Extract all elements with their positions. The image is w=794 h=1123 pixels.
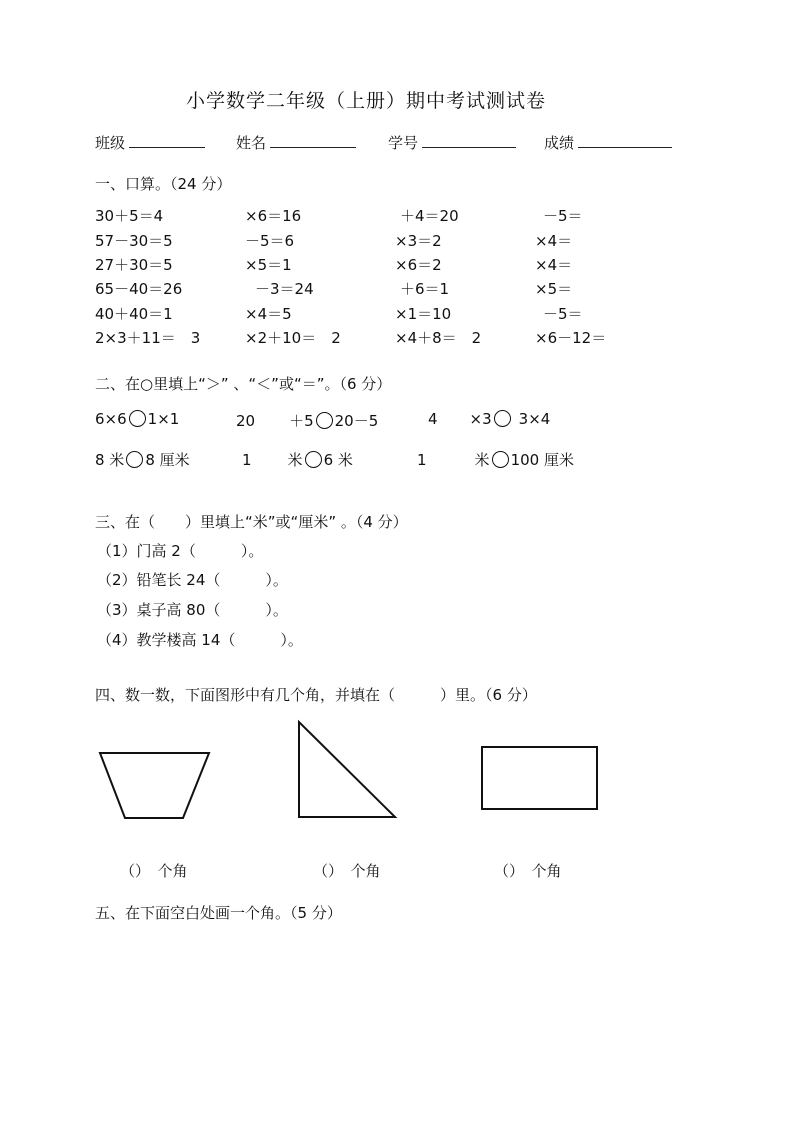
calc-r2-c4: ×4＝ <box>535 232 573 250</box>
calc-r5-c4: －5＝ <box>543 305 583 323</box>
class-label: 班级 <box>95 134 126 152</box>
calc-r3-c4: ×4＝ <box>535 256 573 274</box>
unit-item-1: （1）门高 2（ ）。 <box>97 542 264 560</box>
compare-5-left: 米 <box>287 451 303 469</box>
compare-4-right: 8 厘米 <box>145 451 190 469</box>
section-4-heading: 四、数一数，下面图形中有几个角，并填在（ ）里。（6 分） <box>95 686 537 704</box>
calc-r3-c3: ×6＝2 <box>395 256 442 274</box>
compare-6-right: 100 厘米 <box>510 451 574 469</box>
calc-r5-c2: ×4＝5 <box>245 305 292 323</box>
compare-2-num: 20 <box>236 412 256 430</box>
calc-r4-c3: ＋6＝1 <box>400 280 450 298</box>
compare-2-right: 20－5 <box>334 412 379 430</box>
compare-3-right: 3×4 <box>518 410 551 428</box>
calc-r6-c3: ×4＋8＝ 2 <box>395 329 482 347</box>
trapezoid-shape <box>100 753 209 818</box>
calc-r4-c2: －3＝24 <box>255 280 314 298</box>
calc-r3-c2: ×5＝1 <box>245 256 292 274</box>
angle-answer-2: （） 个角 <box>313 862 381 880</box>
compare-3-num: 4 <box>428 410 438 428</box>
calc-r2-c3: ×3＝2 <box>395 232 442 250</box>
compare-1-left: 6×6 <box>95 410 127 428</box>
number-label: 学号 <box>388 134 419 152</box>
angle-answer-1: （） 个角 <box>120 862 188 880</box>
calc-r2-c2: －5＝6 <box>245 232 295 250</box>
drawing-area[interactable] <box>95 930 695 1080</box>
calc-r6-c1: 2×3＋11＝ 3 <box>95 329 201 347</box>
page-title: 小学数学二年级（上册）期中考试测试卷 <box>186 90 547 112</box>
calc-r4-c1: 65－40＝26 <box>95 280 183 298</box>
angle-answer-3: （） 个角 <box>494 862 562 880</box>
compare-2-left: ＋5 <box>289 412 314 430</box>
section-2-heading: 二、在○里填上“＞” 、“＜”或“＝”。（6 分） <box>95 375 392 393</box>
compare-5-right: 6 米 <box>323 451 353 469</box>
section-1-heading: 一、口算。（24 分） <box>95 175 232 193</box>
compare-1-right: 1×1 <box>147 410 180 428</box>
calc-r6-c2: ×2＋10＝ 2 <box>245 329 341 347</box>
calc-r5-c1: 40＋40＝1 <box>95 305 173 323</box>
section-3-heading: 三、在（ ）里填上“米”或“厘米” 。（4 分） <box>95 513 408 531</box>
unit-item-3: （3）桌子高 80（ ）。 <box>97 601 288 619</box>
calc-r4-c4: ×5＝ <box>535 280 573 298</box>
calc-r5-c3: ×1＝10 <box>395 305 452 323</box>
compare-4-left: 8 米 <box>95 451 125 469</box>
compare-3-left: ×3 <box>469 410 492 428</box>
compare-6-left: 米 <box>474 451 490 469</box>
calc-r1-c2: ×6＝16 <box>245 207 302 225</box>
name-label: 姓名 <box>236 134 267 152</box>
unit-item-4: （4）教学楼高 14（ ）。 <box>97 631 303 649</box>
compare-6-num: 1 <box>417 451 427 469</box>
calc-r3-c1: 27＋30＝5 <box>95 256 173 274</box>
unit-item-2: （2）铅笔长 24（ ）。 <box>97 571 288 589</box>
calc-r2-c1: 57－30＝5 <box>95 232 173 250</box>
calc-r6-c4: ×6－12＝ <box>535 329 607 347</box>
score-label: 成绩 <box>544 134 575 152</box>
section-5-heading: 五、在下面空白处画一个角。（5 分） <box>95 904 342 922</box>
compare-5-num: 1 <box>242 451 252 469</box>
rectangle-shape <box>482 747 597 809</box>
calc-r1-c3: ＋4＝20 <box>400 207 459 225</box>
right-triangle-shape <box>299 722 395 817</box>
calc-r1-c1: 30＋5＝4 <box>95 207 164 225</box>
calc-r1-c4: －5＝ <box>543 207 583 225</box>
